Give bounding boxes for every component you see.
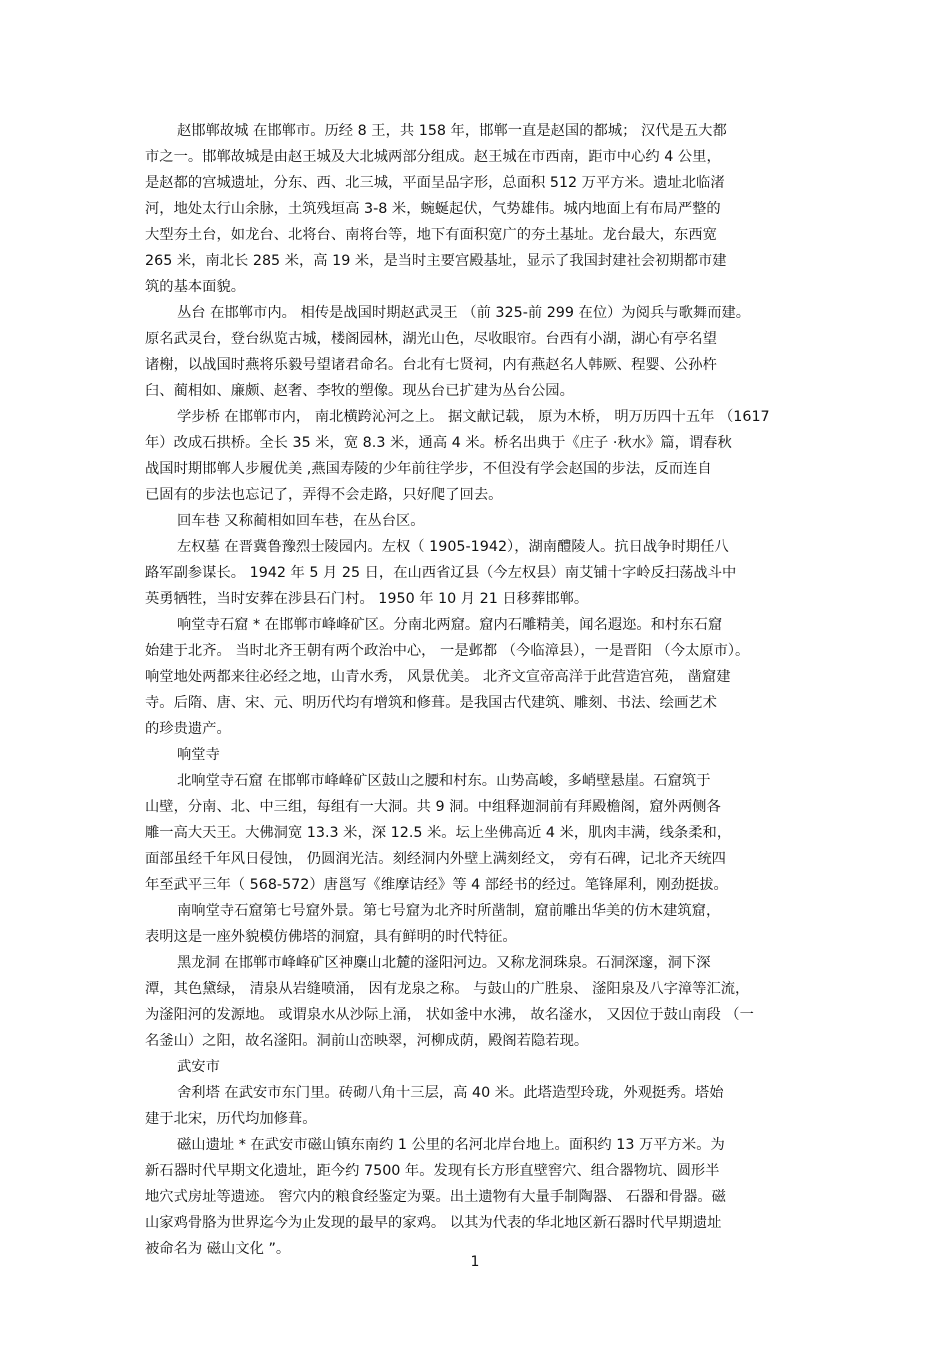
paragraph-line: 已固有的步法也忘记了，弄得不会走路，只好爬了回去。 bbox=[145, 487, 503, 503]
paragraph-line: 战国时期邯郸人步履优美 ,燕国寿陵的少年前往学步，不但没有学会赵国的步法，反而连自 bbox=[145, 461, 712, 477]
section-heading: 武安市 bbox=[177, 1059, 220, 1075]
paragraph-line: 学步桥 在邯郸市内， 南北横跨沁河之上。 据文献记载， 原为木桥， 明万历四十五年 （1617 bbox=[177, 409, 770, 425]
paragraph-line: 磁山遗址 * 在武安市磁山镇东南约 1 公里的名河北岸台地上。面积约 13 万平方米。为 bbox=[177, 1137, 725, 1153]
paragraph-line: 年）改成石拱桥。全长 35 米，宽 8.3 米，通高 4 米。桥名出典于《庄子 ·秋水》篇，谓春秋 bbox=[145, 435, 732, 451]
page-number: 1 bbox=[470, 1254, 480, 1270]
document-body bbox=[145, 118, 810, 1262]
paragraph-line: 舍利塔 在武安市东门里。砖砌八角十三层，高 40 米。此塔造型玲珑，外观挺秀。塔始 bbox=[177, 1085, 724, 1101]
paragraph-line: 的珍贵遗产。 bbox=[145, 721, 231, 737]
paragraph-line: 英勇牺牲，当时安葬在涉县石门村。 1950 年 10 月 21 日移葬邯郸。 bbox=[145, 591, 589, 607]
paragraph-line: 路军副参谋长。 1942 年 5 月 25 日，在山西省辽县（今左权县）南艾铺十字岭反扫荡战斗中 bbox=[145, 565, 737, 581]
paragraph-line: 南响堂寺石窟第七号窟外景。第七号窟为北齐时所凿制，窟前雕出华美的仿木建筑窟， bbox=[177, 903, 721, 919]
paragraph-line: 筑的基本面貌。 bbox=[145, 279, 246, 295]
paragraph-line: 赵邯郸故城 在邯郸市。历经 8 王，共 158 年，邯郸一直是赵国的都城； 汉代是五大都 bbox=[177, 123, 727, 139]
paragraph-line: 寺。后隋、唐、宋、元、明历代均有增筑和修葺。是我国古代建筑、雕刻、书法、绘画艺术 bbox=[145, 695, 717, 711]
paragraph-line: 名釜山）之阳，故名滏阳。洞前山峦映翠，河柳成荫，殿阁若隐若现。 bbox=[145, 1033, 589, 1049]
paragraph-line: 丛台 在邯郸市内。 相传是战国时期赵武灵王 （前 325-前 299 在位）为阅兵与歌舞而建。 bbox=[177, 305, 751, 321]
paragraph-line: 诸榭，以战国时燕将乐毅号望诸君命名。台北有七贤祠，内有燕赵名人韩厥、程婴、公孙杵 bbox=[145, 357, 717, 373]
paragraph-line: 原名武灵台，登台纵览古城，楼阁园林，湖光山色，尽收眼帘。台西有小湖，湖心有亭名望 bbox=[145, 331, 717, 347]
paragraph-line: 建于北宋，历代均加修葺。 bbox=[145, 1111, 317, 1127]
paragraph-line: 被命名为 磁山文化 ”。 bbox=[145, 1241, 291, 1257]
paragraph-line: 潭，其色黛绿， 清泉从岩缝喷涌， 因有龙泉之称。 与鼓山的广胜泉、 滏阳泉及八字漳等汇流， bbox=[145, 981, 750, 997]
paragraph-line: 黑龙洞 在邯郸市峰峰矿区神麇山北麓的滏阳河边。又称龙洞珠泉。石洞深邃，洞下深 bbox=[177, 955, 711, 971]
paragraph-line: 山家鸡骨胳为世界迄今为止发现的最早的家鸡。 以其为代表的华北地区新石器时代早期遗址 bbox=[145, 1215, 722, 1231]
paragraph-line: 左权墓 在晋冀鲁豫烈士陵园内。左权（ 1905-1942），湖南醴陵人。抗日战争时期任八 bbox=[177, 539, 729, 555]
section-heading: 响堂寺 bbox=[177, 747, 220, 763]
paragraph-line: 面部虽经千年风日侵蚀， 仍圆润光洁。刻经洞内外壁上满刻经文， 旁有石碑，记北齐天统四 bbox=[145, 851, 726, 867]
paragraph-line: 年至武平三年（ 568-572）唐邕写《维摩诘经》等 4 部经书的经过。笔锋犀利，刚劲挺拔。 bbox=[145, 877, 728, 893]
paragraph-line: 回车巷 又称蔺相如回车巷，在丛台区。 bbox=[177, 513, 425, 529]
paragraph-line: 市之一。邯郸故城是由赵王城及大北城两部分组成。赵王城在市西南，距市中心约 4 公里， bbox=[145, 149, 721, 165]
paragraph-line: 响堂地处两都来往必经之地，山青水秀， 风景优美。 北齐文宣帝高洋于此营造宫苑， 凿窟建 bbox=[145, 669, 731, 685]
paragraph-line: 山壁，分南、北、中三组，每组有一大洞。共 9 洞。中组释迦洞前有拜殿檐阁，窟外两侧各 bbox=[145, 799, 721, 815]
paragraph-line: 是赵都的宫城遗址，分东、西、北三城，平面呈品字形，总面积 512 万平方米。遗址北临渚 bbox=[145, 175, 725, 191]
paragraph-line: 新石器时代早期文化遗址，距今约 7500 年。发现有长方形直壁窖穴、组合器物坑、圆形半 bbox=[145, 1163, 720, 1179]
paragraph-line: 北响堂寺石窟 在邯郸市峰峰矿区鼓山之腰和村东。山势高峻，多峭壁悬崖。石窟筑于 bbox=[177, 773, 711, 789]
paragraph-line: 河，地处太行山余脉，土筑残垣高 3-8 米，蜿蜒起伏，气势雄伟。城内地面上有布局严整的 bbox=[145, 201, 721, 217]
paragraph-line: 始建于北齐。 当时北齐王朝有两个政治中心， 一是邺都 （今临漳县），一是晋阳 （今太原市）。 bbox=[145, 643, 750, 659]
paragraph-line: 为滏阳河的发源地。 或谓泉水从沙际上涌， 状如釜中水沸， 故名滏水， 又因位于鼓山南段 （一 bbox=[145, 1007, 754, 1023]
paragraph-line: 响堂寺石窟 * 在邯郸市峰峰矿区。分南北两窟。窟内石雕精美，闻名遐迩。和村东石窟 bbox=[177, 617, 723, 633]
paragraph-line: 表明这是一座外貌模仿佛塔的洞窟，具有鲜明的时代特征。 bbox=[145, 929, 517, 945]
paragraph-line: 雕一高大天王。大佛洞宽 13.3 米，深 12.5 米。坛上坐佛高近 4 米，肌肉丰满，线条柔和， bbox=[145, 825, 732, 841]
paragraph-line: 265 米，南北长 285 米，高 19 米，是当时主要宫殿基址，显示了我国封建社会初期都市建 bbox=[145, 253, 727, 269]
paragraph-line: 地穴式房址等遗迹。 窖穴内的粮食经鉴定为粟。出土遗物有大量手制陶器、 石器和骨器。磁 bbox=[145, 1189, 726, 1205]
paragraph-line: 臼、蔺相如、廉颇、赵奢、李牧的塑像。现丛台已扩建为丛台公园。 bbox=[145, 383, 574, 399]
paragraph-line: 大型夯土台，如龙台、北将台、南将台等，地下有面积宽广的夯土基址。龙台最大，东西宽 bbox=[145, 227, 717, 243]
